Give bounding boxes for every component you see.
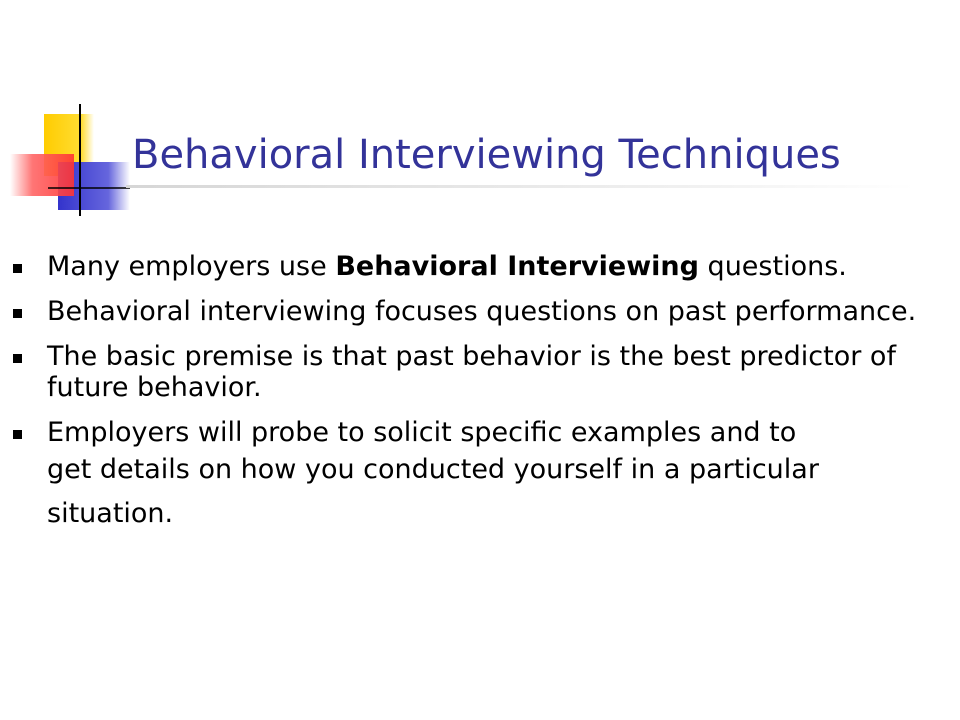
- square-bullet-icon: [13, 309, 22, 318]
- bullet-text-part: questions.: [698, 251, 847, 282]
- bullet-emphasis: Behavioral Interviewing: [335, 251, 699, 282]
- square-bullet-icon: [13, 354, 22, 363]
- bullet-continuation: get details on how you conducted yourself in a particular situation.: [47, 454, 819, 529]
- bullet-text: [47, 251, 847, 282]
- bullet-text-part: Employers will probe to solicit specific examples and to: [47, 417, 797, 448]
- title-divider: [126, 185, 916, 188]
- list-item: [0, 341, 927, 403]
- bullet-list: [0, 251, 927, 542]
- square-bullet-icon: [13, 430, 22, 439]
- list-item: [0, 296, 927, 327]
- bullet-text: The basic premise is that past behavior is the best predictor of future behavior.: [47, 341, 896, 403]
- square-bullet-icon: [13, 264, 22, 273]
- decorative-squares-logo-icon: [8, 96, 138, 226]
- bullet-text: Behavioral interviewing focuses questions on past performance.: [47, 296, 917, 327]
- list-item: [0, 251, 927, 282]
- slide-title: Behavioral Interviewing Techniques: [132, 132, 841, 178]
- list-item: [0, 417, 927, 536]
- bullet-text-part: Many employers use: [47, 251, 336, 282]
- bullet-text: [47, 417, 927, 536]
